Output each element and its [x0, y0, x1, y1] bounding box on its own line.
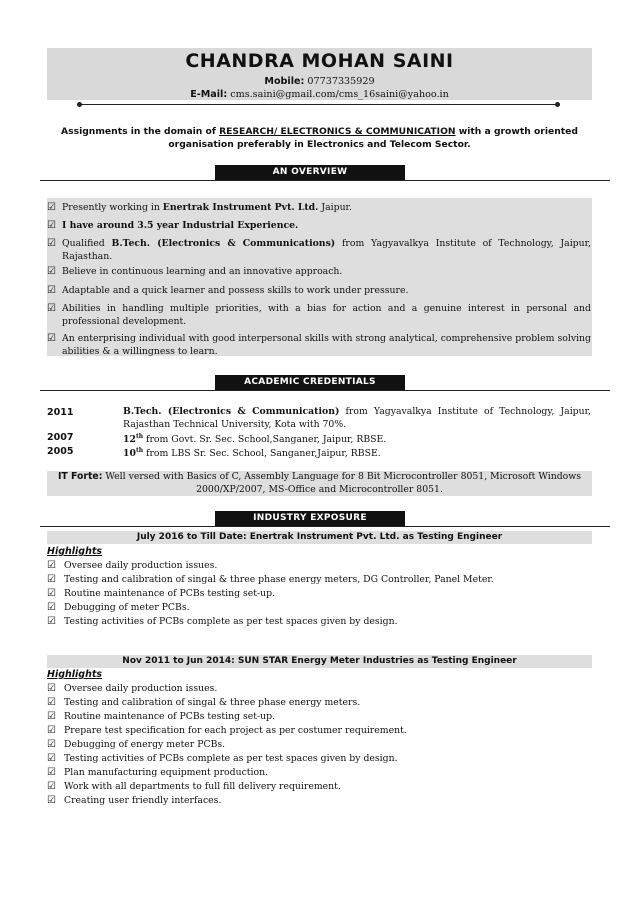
it-forte-line2: 2000/XP/2007, MS-Office and Microcontroller 8051.	[196, 483, 443, 495]
overview-item-text: Adaptable and a quick learner and possess skills to work under pressure.	[62, 285, 409, 296]
highlight-item-text: Creating user friendly interfaces.	[64, 795, 222, 806]
highlight-item-text: Routine maintenance of PCBs testing set-up.	[64, 711, 276, 722]
degree-name: B.Tech. (Electronics & Communication)	[123, 406, 340, 417]
section-title-industry: INDUSTRY EXPOSURE	[215, 511, 405, 526]
checkbox-checked-icon: ☑	[47, 238, 56, 249]
objective-line2: organisation preferably in Electronics and Telecom Sector.	[168, 138, 471, 150]
candidate-name: CHANDRA MOHAN SAINI	[185, 50, 454, 72]
it-forte-label: IT Forte:	[57, 471, 103, 482]
objective-suffix: with a growth oriented	[458, 126, 578, 137]
class-suffix: th	[135, 447, 144, 454]
academic-year: 2005	[47, 446, 74, 457]
highlight-item-text: Prepare test specification for each project as per costumer requirement.	[64, 725, 407, 736]
class-name: 10	[123, 448, 136, 460]
highlight-item-text: Testing and calibration of singal & three phase energy meters, DG Controller, Panel Meter.	[64, 574, 494, 585]
highlight-item-text: Testing activities of PCBs complete as per test spaces given by design.	[64, 616, 398, 627]
highlights-label: Highlights	[47, 546, 103, 557]
section-title-overview: AN OVERVIEW	[215, 165, 405, 180]
checkbox-checked-icon: ☑	[47, 560, 56, 571]
checkbox-checked-icon: ☑	[47, 602, 56, 613]
overview-item-text: Presently working in Enertrak Instrument Pvt. Ltd. Jaipur.	[62, 202, 352, 213]
section-rule-academic	[40, 390, 610, 391]
checkbox-checked-icon: ☑	[47, 616, 56, 627]
checkbox-checked-icon: ☑	[47, 285, 56, 296]
objective-prefix: Assignments in the domain of	[61, 126, 216, 137]
checkbox-checked-icon: ☑	[47, 588, 56, 599]
highlight-item-text: Debugging of energy meter PCBs.	[64, 739, 226, 750]
overview-item-text: I have around 3.5 year Industrial Experience.	[62, 220, 299, 231]
mobile-label: Mobile:	[264, 76, 305, 87]
checkbox-checked-icon: ☑	[47, 711, 56, 722]
section-title-academic: ACADEMIC CREDENTIALS	[215, 375, 405, 390]
academic-year: 2007	[47, 432, 74, 443]
highlight-item-text: Oversee daily production issues.	[64, 683, 218, 694]
checkbox-checked-icon: ☑	[47, 683, 56, 694]
highlight-item-text: Testing activities of PCBs complete as per test spaces given by design.	[64, 753, 398, 764]
overview-item-text: Qualified B.Tech. (Electronics & Communications) from Yagyavalkya Institute of Technology, Jaipur, Rajasthan.	[62, 238, 591, 262]
it-forte	[47, 471, 592, 496]
checkbox-checked-icon: ☑	[47, 781, 56, 792]
checkbox-checked-icon: ☑	[47, 574, 56, 585]
mobile-number: 07737335929	[307, 76, 375, 87]
degree-text: from Yagyavalkya Institute of Technology, Jaipur, Rajasthan Technical University, Kota with 70%.	[123, 406, 591, 430]
overview-item-text: Believe in continuous learning and an innovative approach.	[62, 266, 343, 277]
academic-year: 2011	[47, 407, 74, 418]
section-rule-industry	[40, 526, 610, 527]
objective-domain: RESEARCH/ ELECTRONICS & COMMUNICATION	[219, 126, 456, 137]
highlight-item-text: Testing and calibration of singal & three phase energy meters.	[64, 697, 361, 708]
email-label: E-Mail:	[190, 89, 228, 100]
checkbox-checked-icon: ☑	[47, 697, 56, 708]
highlight-item-text: Work with all departments to full fill delivery requirement.	[64, 781, 341, 792]
divider-dot-right	[555, 102, 560, 107]
class-name: 12	[123, 434, 136, 446]
checkbox-checked-icon: ☑	[47, 202, 56, 213]
checkbox-checked-icon: ☑	[47, 767, 56, 778]
checkbox-checked-icon: ☑	[47, 739, 56, 750]
section-rule-overview	[40, 180, 610, 181]
divider-dot-left	[77, 102, 82, 107]
class-text: from Govt. Sr. Sec. School,Sanganer, Jaipur, RBSE.	[143, 434, 387, 446]
job-heading: Nov 2011 to Jun 2014: SUN STAR Energy Meter Industries as Testing Engineer	[47, 655, 592, 668]
highlight-item-text: Oversee daily production issues.	[64, 560, 218, 571]
checkbox-checked-icon: ☑	[47, 220, 56, 231]
highlight-item-text: Debugging of meter PCBs.	[64, 602, 190, 613]
objective	[47, 126, 592, 151]
email-address: cms.saini@gmail.com/cms_16saini@yahoo.in	[230, 89, 449, 100]
academic-detail	[123, 406, 591, 431]
checkbox-checked-icon: ☑	[47, 303, 56, 314]
checkbox-checked-icon: ☑	[47, 266, 56, 277]
header-divider	[80, 104, 557, 105]
overview-item-text: An enterprising individual with good interpersonal skills with strong analytical, comprehensive problem solving abilities & a willingness to learn.	[62, 333, 591, 357]
overview-item-text: Abilities in handling multiple priorities, with a bias for action and a genuine interest in personal and professional development.	[62, 303, 591, 327]
checkbox-checked-icon: ☑	[47, 725, 56, 736]
class-suffix: th	[135, 433, 144, 440]
highlight-item-text: Routine maintenance of PCBs testing set-up.	[64, 588, 276, 599]
checkbox-checked-icon: ☑	[47, 753, 56, 764]
job-heading: July 2016 to Till Date: Enertrak Instrument Pvt. Ltd. as Testing Engineer	[47, 531, 592, 544]
mobile-line	[47, 76, 592, 87]
checkbox-checked-icon: ☑	[47, 795, 56, 806]
highlight-item-text: Plan manufacturing equipment production.	[64, 767, 269, 778]
email-line	[47, 89, 592, 100]
it-forte-line1: Well versed with Basics of C, Assembly Language for 8 Bit Microcontroller 8051, Microsoft Windows	[102, 471, 582, 482]
class-text: from LBS Sr. Sec. School, Sanganer,Jaipur, RBSE.	[143, 448, 381, 460]
highlights-label: Highlights	[47, 669, 103, 680]
checkbox-checked-icon: ☑	[47, 333, 56, 344]
academic-detail	[123, 445, 591, 461]
